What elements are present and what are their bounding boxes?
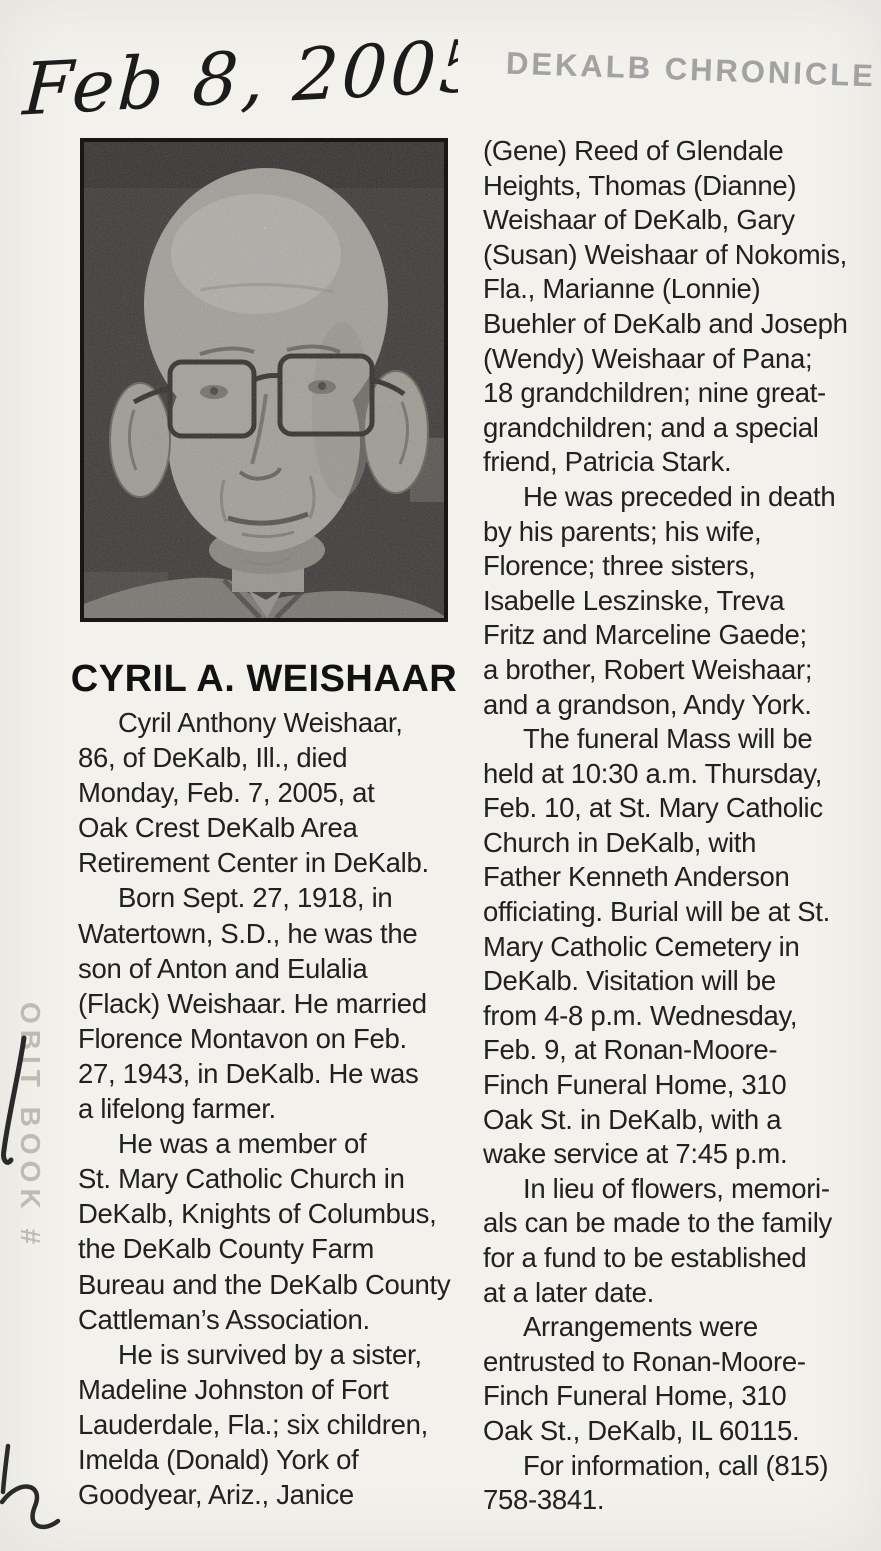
text-line: Feb. 10, at St. Mary Catholic [483, 792, 823, 824]
text-line: Fla., Marianne (Lonnie) [483, 273, 761, 305]
text-line: Madeline Johnston of Fort [78, 1373, 389, 1405]
text-line: officiating. Burial will be at St. [483, 896, 830, 928]
text-line: 18 grandchildren; nine great- [483, 377, 826, 409]
text-line: Oak Crest DeKalb Area [78, 812, 358, 844]
text-line: DeKalb. Visitation will be [483, 965, 776, 997]
text-line: Florence; three sisters, [483, 550, 756, 582]
text-line: St. Mary Catholic Church in [78, 1163, 405, 1195]
text-line: Heights, Thomas (Dianne) [483, 169, 797, 201]
handwritten-mark [3, 1446, 8, 1492]
text-line: 27, 1943, in DeKalb. He was [78, 1057, 419, 1089]
text-line: For information, call (815) [523, 1449, 829, 1481]
handwritten-date-text: Feb 8, 2005 [20, 24, 458, 133]
text-line: Cyril Anthony Weishaar, [118, 707, 403, 738]
text-line: In lieu of flowers, memori- [523, 1172, 830, 1204]
text-line: wake service at 7:45 p.m. [483, 1138, 788, 1170]
text-line: at a later date. [483, 1276, 655, 1308]
text-line: friend, Patricia Stark. [483, 446, 732, 478]
text-line: Bureau and the DeKalb County [78, 1268, 451, 1300]
text-line: and a grandson, Andy York. [483, 688, 812, 720]
text-line: Goodyear, Ariz., Janice [78, 1479, 354, 1511]
text-line: (Susan) Weishaar of Nokomis, [483, 238, 848, 270]
handwritten-date-svg [18, 18, 458, 148]
text-line: Finch Funeral Home, 310 [483, 1380, 787, 1412]
text-line: a brother, Robert Weishaar; [483, 653, 813, 685]
text-line: Retirement Center in DeKalb. [78, 847, 429, 879]
text-line: entrusted to Ronan-Moore- [483, 1345, 806, 1377]
text-line: He is survived by a sister, [118, 1338, 422, 1370]
text-line: Mary Catholic Cemetery in [483, 930, 800, 962]
text-line: Church in DeKalb, with [483, 826, 757, 858]
text-line: Weishaar of DeKalb, Gary [483, 204, 795, 236]
text-line: the DeKalb County Farm [78, 1233, 375, 1265]
text-line: Imelda (Donald) York of [78, 1443, 359, 1475]
handwritten-mark [2, 1487, 58, 1527]
text-line: for a fund to be established [483, 1242, 807, 1273]
text-line: (Gene) Reed of Glendale [483, 135, 784, 166]
text-line: als can be made to the family [483, 1207, 832, 1239]
text-line: Father Kenneth Anderson [483, 861, 790, 893]
text-line: (Flack) Weishaar. He married [78, 987, 427, 1019]
text-line: from 4-8 p.m. Wednesday, [483, 999, 798, 1031]
text-line: Oak St., DeKalb, IL 60115. [483, 1414, 800, 1446]
text-line: Lauderdale, Fla.; six children, [78, 1408, 428, 1440]
text-line: Watertown, S.D., he was the [78, 917, 418, 949]
right-column [483, 134, 865, 1518]
handwritten-date [18, 18, 458, 148]
portrait-photo [80, 138, 448, 622]
portrait-of-elderly-man-with-glasses-icon [84, 142, 444, 618]
text-line: He was a member of [118, 1128, 367, 1160]
text-line: Feb. 9, at Ronan-Moore- [483, 1034, 778, 1066]
text-line: 758-3841. [483, 1484, 605, 1516]
text-line: Florence Montavon on Feb. [78, 1022, 407, 1054]
text-line: Oak St. in DeKalb, with a [483, 1103, 782, 1135]
halftone-grain-light [84, 142, 444, 618]
text-line: The funeral Mass will be [523, 723, 813, 755]
text-line: grandchildren; and a special [483, 411, 819, 443]
text-line: Finch Funeral Home, 310 [483, 1069, 787, 1101]
text-line: Arrangements were [523, 1311, 758, 1343]
obituary-headline: CYRIL A. WEISHAAR [70, 658, 458, 700]
text-line: Buehler of DeKalb and Joseph [483, 307, 848, 339]
text-line: Fritz and Marceline Gaede; [483, 619, 807, 651]
text-line: by his parents; his wife, [483, 515, 762, 547]
text-line: son of Anton and Eulalia [78, 952, 368, 984]
text-line: Born Sept. 27, 1918, in [118, 882, 393, 914]
text-line: Cattleman’s Association. [78, 1303, 370, 1335]
text-line: a lifelong farmer. [78, 1093, 276, 1125]
text-line: He was preceded in death [523, 480, 836, 512]
obit-book-stamp: OBIT BOOK # [15, 1002, 46, 1251]
text-line: 86, of DeKalb, Ill., died [78, 742, 348, 774]
text-line: Isabelle Leszinske, Treva [483, 584, 785, 616]
text-line: DeKalb, Knights of Columbus, [78, 1198, 437, 1230]
left-column [78, 705, 464, 1512]
newspaper-stamp: DEKALB CHRONICLE [505, 45, 877, 94]
text-line: held at 10:30 a.m. Thursday, [483, 757, 823, 789]
text-line: (Wendy) Weishaar of Pana; [483, 342, 813, 374]
text-line: Monday, Feb. 7, 2005, at [78, 777, 375, 809]
